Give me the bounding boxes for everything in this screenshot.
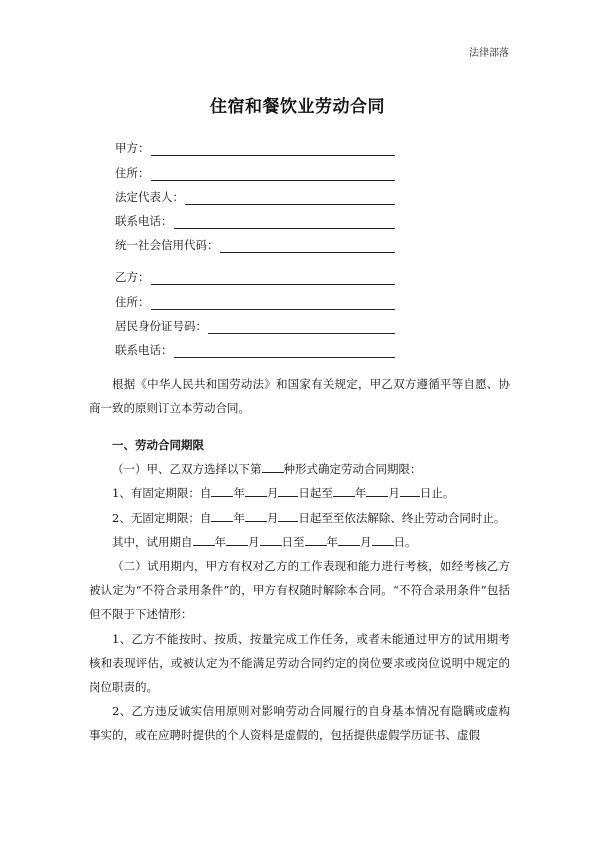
section-1 [89,433,510,748]
prob-start-year-blank[interactable] [193,533,215,546]
party-b-name-label: 乙方： [115,270,150,285]
party-a-phone-label: 联系电话： [115,214,173,229]
probation-assessment-paragraph: （二）试用期内，甲方有权对乙方的工作表现和能力进行考核，如经考核乙方被认定为“不符合录用条件”的，甲方有权随时解除本合同。“不符合录用条件”包括但不限于下述情形： [89,559,510,622]
prob-start-day-blank[interactable] [260,533,282,546]
year-unit: 年 [326,534,338,549]
party-a-name-line[interactable] [151,142,396,156]
party-a-credit-label: 统一社会信用代码： [115,238,219,253]
year-unit: 年 [233,510,245,525]
party-b-id-label: 居民身份证号码： [115,318,207,333]
party-b-id-field [115,310,395,334]
fixed-start-day-blank[interactable] [278,484,298,497]
year-unit: 年 [354,486,367,501]
party-b-phone-line[interactable] [174,344,396,358]
document-title: 住宿和餐饮业劳动合同 [210,97,385,117]
party-a-rep-field [115,181,395,205]
probation-paragraph [89,530,510,554]
open-term-text: 2、无固定期限：自 [112,510,212,525]
party-b-block [115,261,395,358]
party-a-credit-field [115,229,395,253]
condition-1-paragraph: 1、乙方不能按时、按质、按量完成工作任务，或者未能通过甲方的试用期考核和表现评估，或被认定为不能满足劳动合同约定的岗位要求或岗位说明中规定的岗位职责的。 [89,631,510,695]
year-unit: 年 [233,486,245,501]
month-unit: 月 [360,534,372,549]
party-a-block [115,132,395,253]
month-unit: 月 [266,510,279,525]
prob-start-month-blank[interactable] [226,533,248,546]
fixed-start-month-blank[interactable] [245,484,267,497]
party-a-phone-line[interactable] [174,215,396,229]
month-unit: 月 [388,486,400,501]
party-b-address-label: 住所： [115,294,150,309]
fixed-end-year-blank[interactable] [333,484,355,497]
party-b-name-line[interactable] [151,271,396,285]
condition-2-paragraph: 2、乙方违反诚实信用原则对影响劳动合同履行的自身基本情况有隐瞒或虚构事实的，或在应聘时提供的个人资料是虚假的，包括提供虚假学历证书、虚假 [89,704,510,743]
party-a-address-field [115,156,395,180]
month-unit: 月 [248,534,260,549]
prob-end-day-blank[interactable] [372,533,394,546]
party-a-address-label: 住所： [115,165,150,180]
prob-end-year-blank[interactable] [305,533,327,546]
party-a-credit-line[interactable] [220,239,396,253]
open-start-day-blank[interactable] [278,509,298,522]
term-type-text-a: （一）甲、乙双方选择以下第 [112,462,262,477]
open-term-paragraph [89,506,510,530]
party-b-phone-label: 联系电话： [115,343,173,358]
open-term-end-text: 日起至至依法解除、终止劳动合同时止。 [298,510,506,525]
party-a-name-field [115,132,395,156]
preamble-block [89,372,510,420]
party-b-name-field [115,261,395,285]
party-b-phone-field [115,334,395,358]
day-to-text: 日至 [281,534,305,549]
party-a-rep-label: 法定代表人： [115,189,184,204]
year-unit: 年 [214,534,226,549]
party-a-address-line[interactable] [151,167,396,181]
fixed-end-day-blank[interactable] [400,484,420,497]
term-type-paragraph [89,457,510,481]
open-start-month-blank[interactable] [245,509,267,522]
day-from-text: 日起至 [298,486,333,501]
open-start-year-blank[interactable] [211,509,233,522]
party-b-id-line[interactable] [208,320,395,334]
prob-end-month-blank[interactable] [338,533,360,546]
party-b-address-line[interactable] [151,296,396,310]
month-unit: 月 [266,486,279,501]
day-end-text: 日止。 [419,486,455,501]
probation-text: 其中，试用期自 [112,534,193,549]
fixed-term-text: 1、有固定期限：自 [112,486,212,501]
party-a-name-label: 甲方： [115,141,150,156]
party-b-address-field [115,285,395,309]
term-type-text-b: 种形式确定劳动合同期限： [283,462,422,477]
fixed-term-paragraph [89,481,510,505]
fixed-start-year-blank[interactable] [211,484,233,497]
party-a-rep-line[interactable] [185,191,395,205]
fixed-end-month-blank[interactable] [366,484,388,497]
section-1-heading: 一、劳动合同期限 [112,438,204,452]
party-a-phone-field [115,205,395,229]
day-dot-text: 日。 [393,534,417,549]
term-type-blank[interactable] [262,460,284,473]
header-brand: 法律部落 [469,48,509,59]
preamble-paragraph: 根据《中华人民共和国劳动法》和国家有关规定，甲乙双方遵循平等自愿、协商一致的原则订立本劳动合同。 [89,377,510,416]
